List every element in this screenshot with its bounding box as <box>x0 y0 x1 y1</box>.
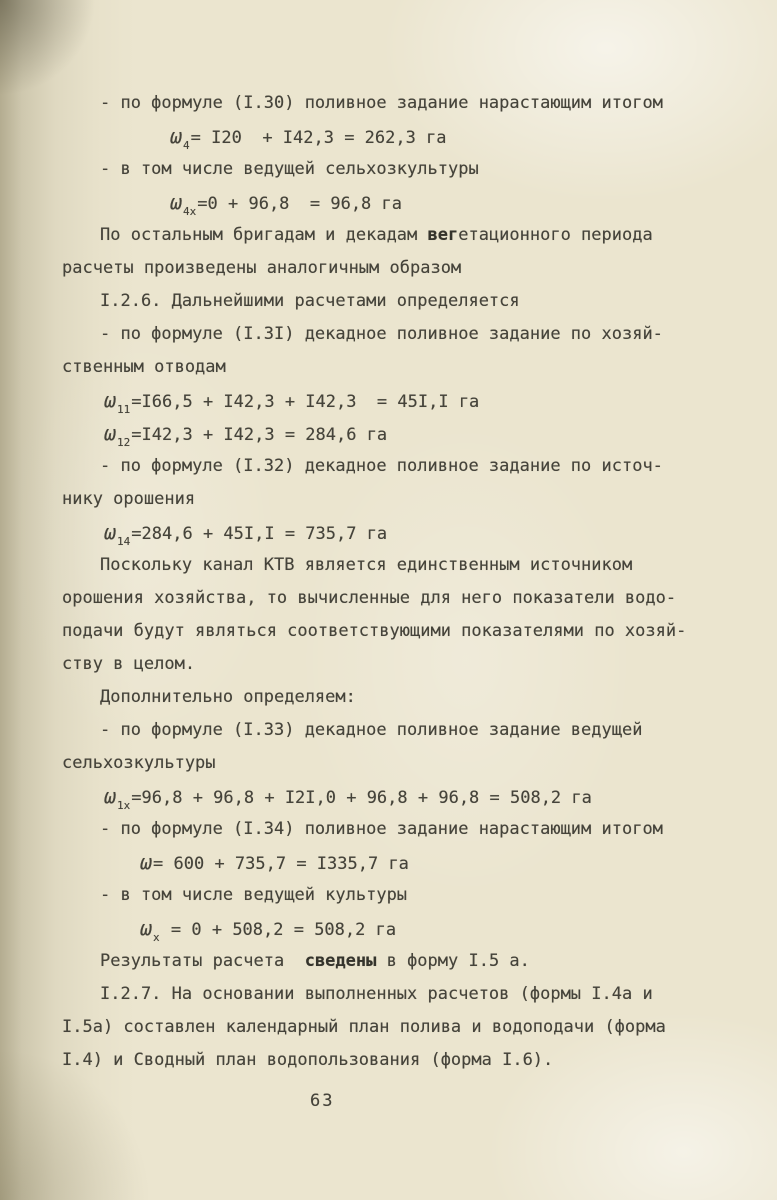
overstruck-text: сведены <box>304 951 377 971</box>
text-line: сельхозкультуры <box>62 753 216 773</box>
text-line: I.5а) составлен календарный план полива и водоподачи (форма <box>62 1017 666 1037</box>
text-line: - по формуле (I.30) поливное задание нарастающим итогом <box>100 93 663 113</box>
text-line: Поскольку канал КТВ является единственным источником <box>100 555 633 575</box>
text-line: I.4) и Сводный план водопользования (форма I.6). <box>62 1050 554 1070</box>
omega-symbol: ω <box>140 916 154 940</box>
omega-symbol: ω <box>104 388 118 412</box>
formula-line: $\omega_{4х}=0 + 96,8 = 96,8$ га <box>170 190 402 218</box>
formula-subscript: 4х <box>183 205 197 218</box>
formula-line: $\omega_х = 0 + 508,2 = 508,2$ га <box>140 916 397 944</box>
text-line: орошения хозяйства, то вычисленные для него показатели водо- <box>62 588 677 608</box>
formula-subscript: 12 <box>117 436 131 449</box>
omega-symbol: ω <box>170 124 184 148</box>
formula-line: $\omega_{11}=I66,5 + I42,3 + I42,3 = 45I,I$ га <box>104 388 480 416</box>
text-line: I.2.7. На основании выполненных расчетов (формы I.4а и <box>100 984 653 1004</box>
formula-subscript: 11 <box>117 403 131 416</box>
omega-symbol: ω <box>170 190 184 214</box>
text-line: расчеты произведены аналогичным образом <box>62 258 462 278</box>
formula-line: $\omega_{14}=284,6 + 45I,I = 735,7$ га <box>104 520 388 548</box>
text-line: I.2.6. Дальнейшими расчетами определяется <box>100 291 520 311</box>
formula-subscript: 14 <box>117 535 131 548</box>
omega-symbol: ω <box>104 421 118 445</box>
text-line: ству в целом. <box>62 654 196 674</box>
page-footer <box>62 1076 765 1118</box>
text-line: Дополнительно определяем: <box>100 687 356 707</box>
formula-subscript: х <box>153 931 160 944</box>
text-line: нику орошения <box>62 489 196 509</box>
text-line: - в том числе ведущей сельхозкультуры <box>100 159 479 179</box>
omega-symbol: ω <box>104 520 118 544</box>
formula-line: $\omega_{12}=I42,3 + I42,3 = 284,6$ га <box>104 421 388 449</box>
formula-line: ω= 600 + 735,7 = I335,7 га <box>140 850 409 874</box>
page-number: 63 <box>310 1091 335 1111</box>
text-line: - по формуле (I.34) поливное задание нарастающим итогом <box>100 819 663 839</box>
formula-subscript: 1х <box>117 799 131 812</box>
text-line: - в том числе ведущей культуры <box>100 885 408 905</box>
omega-symbol: ω <box>140 850 154 874</box>
overstruck-text: вег <box>427 225 459 245</box>
formula-line: $\omega_{1х}=96,8 + 96,8 + I2I,0 + 96,8 + 96,8 = 508,2$ га <box>104 784 592 812</box>
text-line: - по формуле (I.3I) декадное поливное задание по хозяй- <box>100 324 663 344</box>
formula-subscript: 4 <box>183 139 190 152</box>
text-line: ственным отводам <box>62 357 226 377</box>
omega-symbol: ω <box>104 784 118 808</box>
text-line: - по формуле (I.32) декадное поливное задание по источ- <box>100 456 663 476</box>
text-line: подачи будут являться соответствующими показателями по хозяй- <box>62 621 687 641</box>
formula-line: $\omega_4= I20 + I42,3 = 262,3$ га <box>170 124 447 152</box>
text-line: - по формуле (I.33) декадное поливное задание ведущей <box>100 720 643 740</box>
text-line: По остальным бригадам и декадам вегетационного периода <box>100 225 653 245</box>
text-line: Результаты расчета сведены в форму I.5 а. <box>100 951 530 971</box>
page-body-text <box>62 87 765 1077</box>
